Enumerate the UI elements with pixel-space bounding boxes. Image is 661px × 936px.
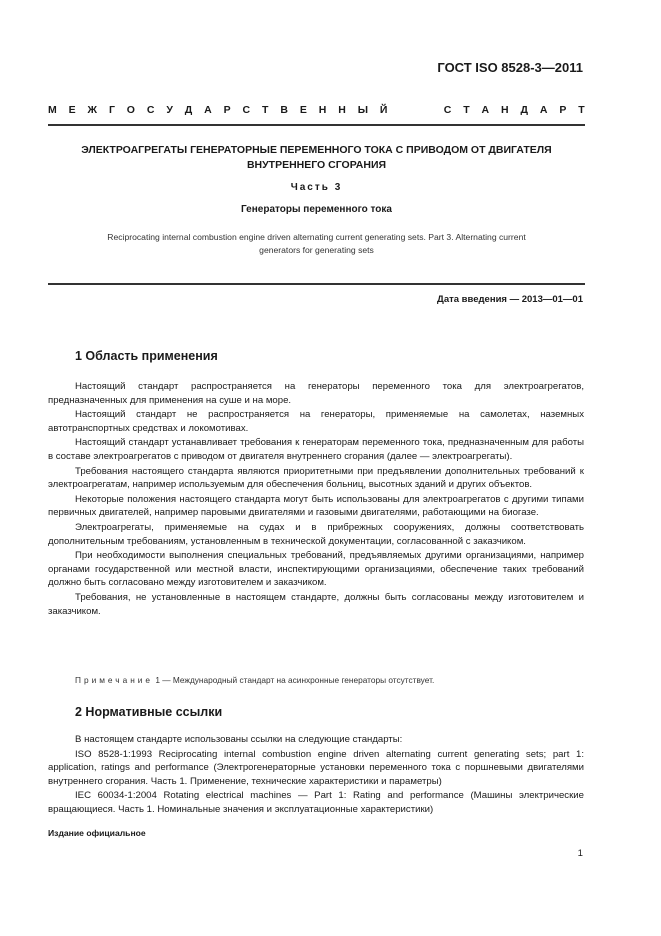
paragraph: Некоторые положения настоящего стандарта могут быть использованы для электроагрегатов с другими типами первичных двигателей, например паровыми двигателями и газовыми двигателями, работающими на биогазе. — [48, 493, 584, 519]
interstate-letter: А — [539, 104, 548, 116]
paragraph: Требования, не установленные в настоящем стандарте, должны быть согласованы между изготовителем и заказчиком. — [48, 591, 584, 617]
interstate-standard-label — [48, 104, 585, 116]
paragraph: Настоящий стандарт не распространяется на генераторы, применяемые на самолетах, наземных автотранспортных средствах и локомотивах. — [48, 409, 584, 434]
english-title-line-1: Reciprocating internal combustion engine driven alternating current generating sets. Part 3. Alternating current — [107, 232, 526, 242]
effective-date: Дата введения — 2013—01—01 — [437, 294, 583, 305]
interstate-letter: У — [166, 104, 173, 116]
interstate-letter: А — [204, 104, 212, 116]
interstate-letter: Е — [299, 104, 307, 116]
gost-code: ГОСТ ISO 8528-3—2011 — [437, 60, 583, 75]
paragraph: При необходимости выполнения специальных требований, предъявляемых другими организациями, например органами государственной или местной власти, инспектирующими организациями, обеспечение таких требований должно быть согласовано между изготовителем и заказчиком. — [48, 550, 584, 589]
interstate-letter: Е — [68, 104, 76, 116]
edition-label: Издание официальное — [48, 828, 146, 838]
interstate-letter: Н — [501, 104, 509, 116]
note-text: 1 — Международный стандарт на асинхронные генераторы отсутствует. — [155, 675, 435, 685]
interstate-letter: В — [280, 104, 288, 116]
section-1-heading: 1 Область применения — [75, 349, 218, 363]
interstate-letter: Й — [379, 104, 388, 116]
interstate-letter: С — [146, 104, 155, 116]
paragraph: Требования настоящего стандарта являются приоритетными при предъявлении дополнительных требований к электроагрегатам, например используемым для обеспечения больниц, высотных зданий и других объектов. — [48, 465, 584, 491]
interstate-letter: Т — [578, 104, 585, 116]
note-label: Примечание — [75, 675, 154, 685]
interstate-letter: С — [443, 104, 452, 116]
section-2-body — [48, 733, 584, 818]
paragraph: Настоящий стандарт устанавливает требования к генераторам переменного тока, предназначенным для работы в составе электроагрегатов с приводом от двигателя внутреннего сгорания (далее — электроагрегаты). — [48, 437, 584, 462]
interstate-letter: Т — [463, 104, 470, 116]
part-subtitle: Генераторы переменного тока — [241, 204, 392, 215]
interstate-letter: Р — [559, 104, 567, 116]
paragraph: В настоящем стандарте использованы ссылки на следующие стандарты: — [75, 734, 403, 745]
paragraph: Настоящий стандарт распространяется на генераторы переменного тока для электроагрегатов, предназначенных для применения на суше и на море. — [48, 381, 584, 406]
section-1-body — [48, 380, 584, 619]
paragraph: Электроагрегаты, применяемые на судах и в прибрежных сооружениях, должны соответствовать дополнительным требованиям, установленным в технической документации, согласованной с заказчиком. — [48, 521, 584, 547]
interstate-letter: М — [48, 104, 57, 116]
interstate-letter — [414, 104, 417, 116]
interstate-letter: О — [126, 104, 135, 116]
paragraph: IEC 60034-1:2004 Rotating electrical machines — Part 1: Rating and performance (Машины электрические вращающиеся. Часть 1. Номинальные значения и эксплуатационные характеристики) — [48, 790, 584, 815]
interstate-letter: Д — [520, 104, 528, 116]
title-divider — [48, 283, 585, 285]
page-number: 1 — [577, 848, 583, 859]
interstate-letter: Д — [184, 104, 193, 116]
english-title-line-2: generators for generating sets — [259, 245, 374, 255]
interstate-letter: Ы — [357, 104, 368, 116]
interstate-letter: Г — [108, 104, 115, 116]
part-label: Часть 3 — [290, 182, 343, 193]
interstate-letter: С — [242, 104, 251, 116]
document-title — [48, 143, 585, 173]
interstate-letter — [429, 104, 432, 116]
interstate-letter: Н — [318, 104, 327, 116]
interstate-letter — [399, 104, 402, 116]
title-line-1: ЭЛЕКТРОАГРЕГАТЫ ГЕНЕРАТОРНЫЕ ПЕРЕМЕННОГО ТОКА С ПРИВОДОМ ОТ ДВИГАТЕЛЯ — [81, 144, 552, 156]
interstate-letter: Н — [338, 104, 346, 116]
interstate-letter: А — [481, 104, 490, 116]
interstate-letter: Ж — [87, 104, 98, 116]
interstate-letter: Т — [262, 104, 269, 116]
top-divider — [48, 124, 585, 126]
section-2-heading: 2 Нормативные ссылки — [75, 705, 223, 719]
interstate-letter: Р — [223, 104, 231, 116]
paragraph: ISO 8528-1:1993 Reciprocating internal combustion engine driven alternating current generating sets; part 1: application, ratings and performance (Электрогенераторные установки переменного тока с поршневыми двигателями внутреннего сгорания. Часть 1. Применение, технические характеристики и параметры) — [48, 748, 584, 787]
title-line-2: ВНУТРЕННЕГО СГОРАНИЯ — [246, 159, 387, 171]
english-title — [60, 231, 573, 257]
note — [75, 675, 434, 685]
